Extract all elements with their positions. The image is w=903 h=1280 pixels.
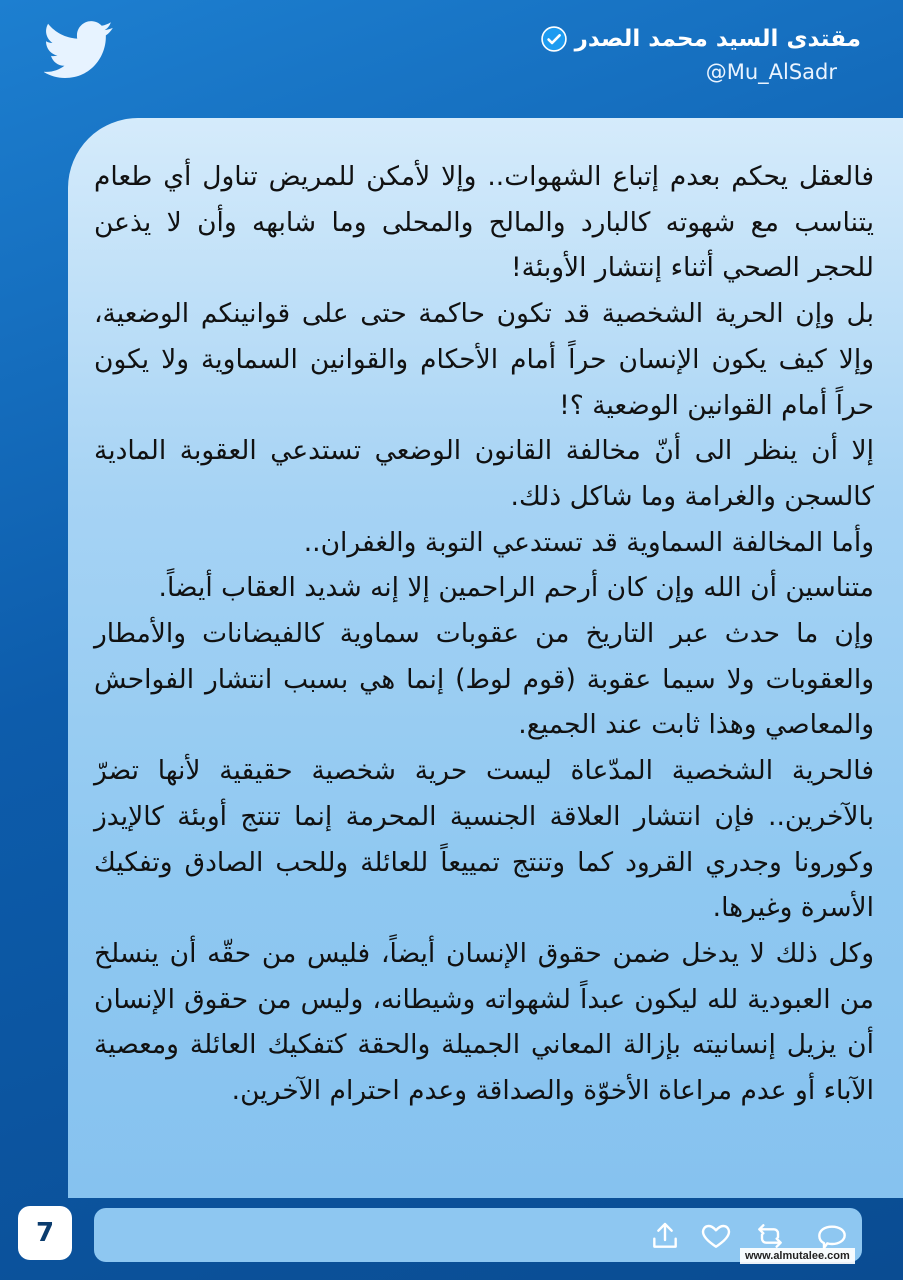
author-name[interactable]: مقتدى السيد محمد الصدر bbox=[574, 26, 861, 52]
twitter-bird-icon bbox=[44, 20, 114, 80]
page-number-badge: 7 bbox=[18, 1206, 72, 1260]
paragraph: وإن ما حدث عبر التاريخ من عقوبات سماوية كالفيضانات والأمطار والعقوبات ولا سيما عقوبة (قوم لوط) إنما هي بسبب انتشار الفواحش والمعاصي وهذا ثابت عند الجميع. bbox=[94, 618, 874, 741]
author-handle[interactable]: @Mu_AlSadr bbox=[705, 60, 837, 84]
tweet-text bbox=[94, 154, 874, 1114]
paragraph: متناسين أن الله وإن كان أرحم الراحمين إلا إنه شديد العقاب أيضاً. bbox=[158, 572, 874, 604]
paragraph: وأما المخالفة السماوية قد تستدعي التوبة والغفران.. bbox=[303, 526, 874, 558]
site-watermark: www.almutalee.com bbox=[740, 1248, 855, 1264]
paragraph: فالعقل يحكم بعدم إتباع الشهوات.. وإلا لأمكن للمريض تناول أي طعام يتناسب مع شهوته كالبارد والمالح والمحلى وما شابهه وأن لا يذعن للحجر الصحي أثناء إنتشار الأوبئة! bbox=[94, 161, 874, 284]
verified-badge-icon bbox=[541, 26, 567, 52]
paragraph: وكل ذلك لا يدخل ضمن حقوق الإنسان أيضاً، فليس من حقّه أن ينسلخ من العبودية لله ليكون عبداً لشهواته وشيطانه، وليس من حقوق الإنسان أن يزيل إنسانيته بإزالة المعاني الجميلة والحقة كتفكيك العائلة ومعصية الآباء أو عدم مراعاة الأخوّة والصداقة وعدم احترام الآخرين. bbox=[94, 937, 874, 1107]
tweet-header bbox=[541, 26, 861, 84]
paragraph: فالحرية الشخصية المدّعاة ليست حرية شخصية حقيقية لأنها تضرّ بالآخرين.. فإن انتشار العلاقة الجنسية المحرمة إنما تنتج أوبئة كالإيدز وكورونا وجدري القرود كما وتنتج تمييعاً للعائلة وللحب الصادق وتفكيك الأسرة وغيرها. bbox=[94, 755, 874, 924]
like-heart-icon[interactable] bbox=[700, 1220, 732, 1252]
paragraph: إلا أن ينظر الى أنّ مخالفة القانون الوضعي تستدعي العقوبة المادية كالسجن والغرامة وما شاكل ذلك. bbox=[94, 435, 874, 512]
share-icon[interactable] bbox=[649, 1220, 681, 1252]
tweet-card bbox=[68, 118, 903, 1198]
paragraph: بل وإن الحرية الشخصية قد تكون حاكمة حتى على قوانينكم الوضعية، وإلا كيف يكون الإنسان حراً أمام الأحكام والقوانين السماوية ولا يكون حراً أمام القوانين الوضعية ؟! bbox=[94, 298, 874, 421]
